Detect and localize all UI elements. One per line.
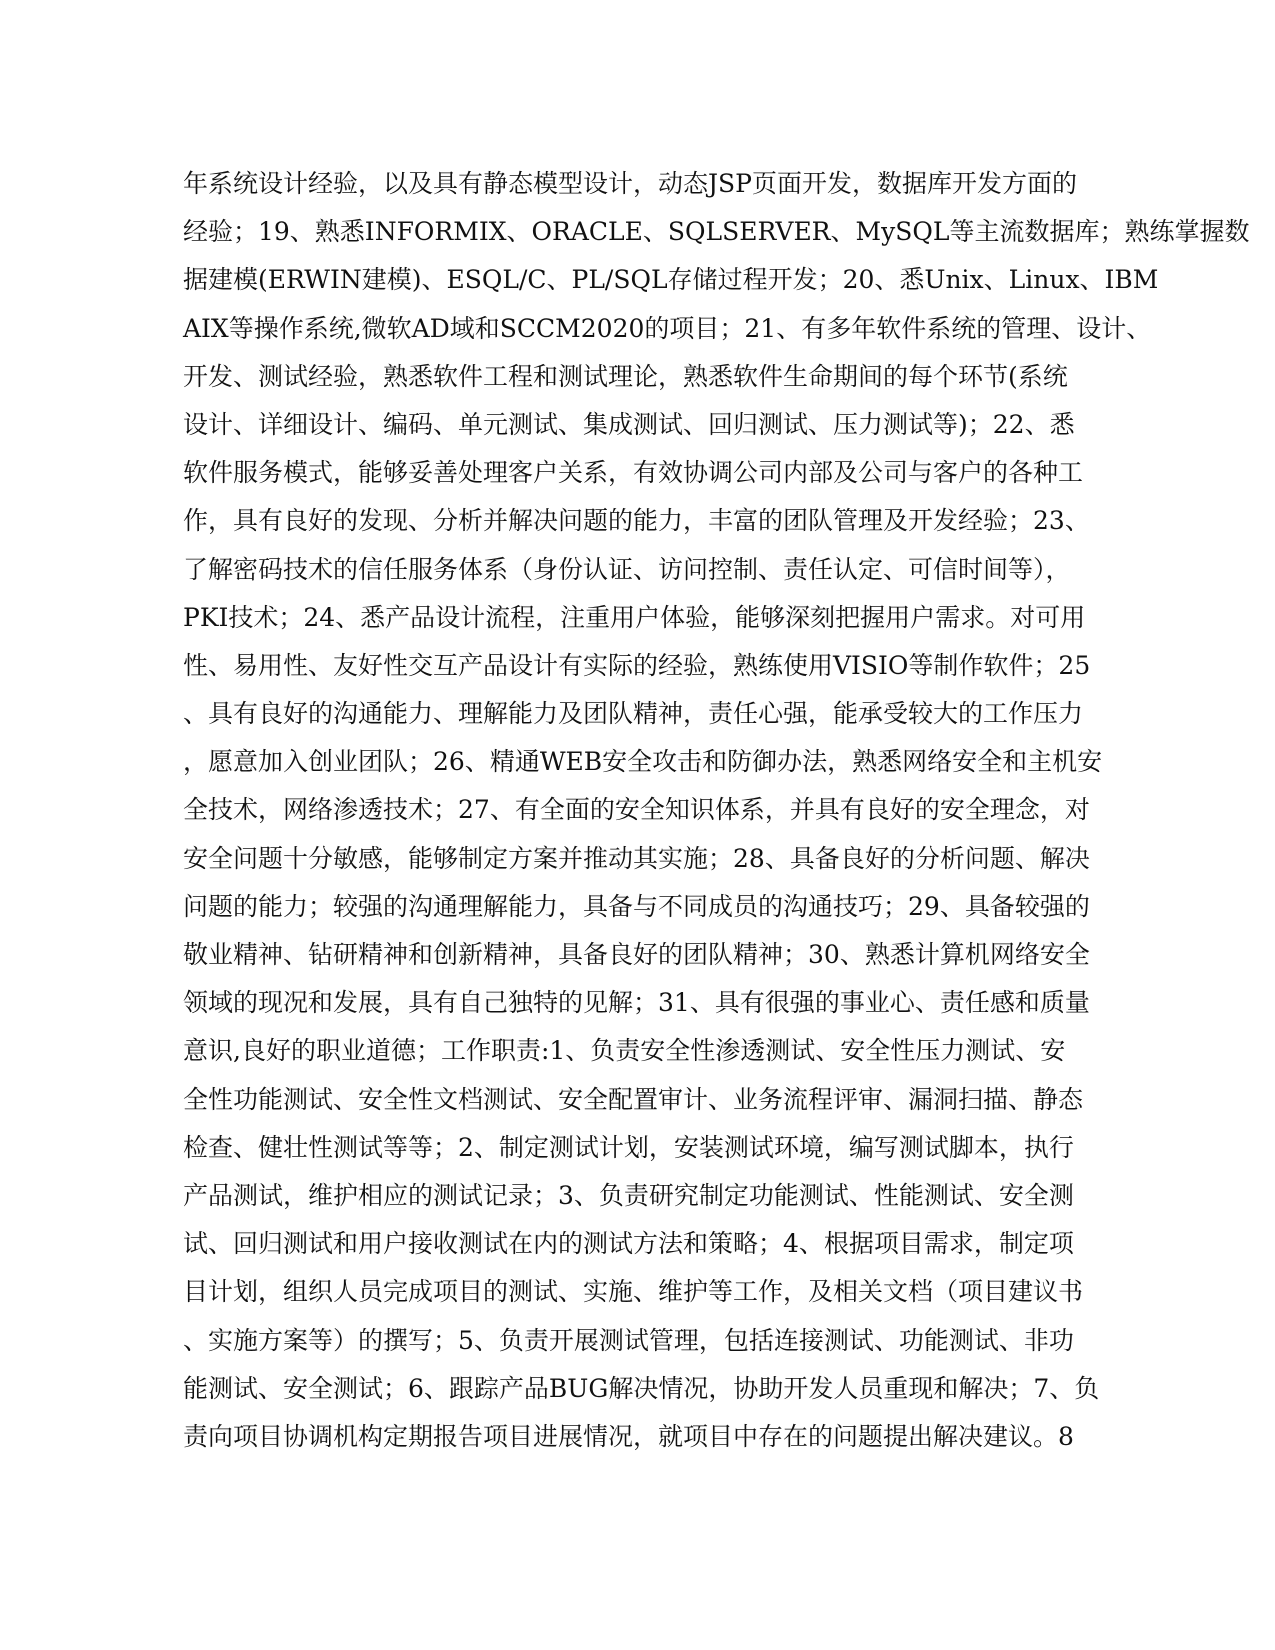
text-line: 试、回归测试和用户接收测试在内的测试方法和策略；4、根据项目需求，制定项 <box>183 1229 1074 1259</box>
text-line: AIX等操作系统,微软AD域和SCCM2020的项目；21、有多年软件系统的管理、设计、 <box>183 313 1152 343</box>
text-line: 开发、测试经验，熟悉软件工程和测试理论，熟悉软件生命期间的每个环节(系统 <box>183 361 1068 391</box>
text-line: 目计划，组织人员完成项目的测试、实施、维护等工作，及相关文档（项目建议书 <box>183 1277 1084 1307</box>
text-line: 全性功能测试、安全性文档测试、安全配置审计、业务流程评审、漏洞扫描、静态 <box>183 1084 1084 1114</box>
text-line: ，愿意加入创业团队；26、精通WEB安全攻击和防御办法，熟悉网络安全和主机安 <box>183 747 1103 777</box>
text-line: 经验；19、熟悉INFORMIX、ORACLE、SQLSERVER、MySQL等主流数据库；熟练掌握数 <box>183 217 1250 247</box>
text-line: 领域的现况和发展，具有自己独特的见解；31、具有很强的事业心、责任感和质量 <box>183 988 1090 1018</box>
text-line: 年系统设计经验，以及具有静态模型设计，动态JSP页面开发，数据库开发方面的 <box>183 169 1077 198</box>
text-line: 了解密码技术的信任服务体系（身份认证、访问控制、责任认定、可信时间等）， <box>183 554 1071 584</box>
text-line: 责向项目协调机构定期报告项目进展情况，就项目中存在的问题提出解决建议。8 <box>183 1421 1074 1451</box>
text-line: 据建模(ERWIN建模)、ESQL/C、PL/SQL存储过程开发；20、悉Unix、Linux、IBM <box>183 265 1159 295</box>
text-line: PKI技术；24、悉产品设计流程，注重用户体验，能够深刻把握用户需求。对可用 <box>183 602 1086 632</box>
text-line: 能测试、安全测试；6、跟踪产品BUG解决情况，协助开发人员重现和解决；7、负 <box>183 1373 1100 1403</box>
text-line: 意识,良好的职业道德；工作职责:1、负责安全性渗透测试、安全性压力测试、安 <box>183 1036 1066 1066</box>
text-line: 全技术，网络渗透技术；27、有全面的安全知识体系，并具有良好的安全理念，对 <box>183 795 1090 825</box>
text-line: 设计、详细设计、编码、单元测试、集成测试、回归测试、压力测试等)；22、悉 <box>183 409 1075 439</box>
body-text <box>183 160 1250 1461</box>
text-line: 、实施方案等）的撰写；5、负责开展测试管理，包括连接测试、功能测试、非功 <box>183 1325 1074 1355</box>
text-line: 问题的能力；较强的沟通理解能力，具备与不同成员的沟通技巧；29、具备较强的 <box>183 891 1090 921</box>
text-line: 产品测试，维护相应的测试记录；3、负责研究制定功能测试、性能测试、安全测 <box>183 1180 1074 1210</box>
text-line: 、具有良好的沟通能力、理解能力及团队精神，责任心强，能承受较大的工作压力 <box>183 699 1084 729</box>
text-line: 敬业精神、钻研精神和创新精神，具备良好的团队精神；30、熟悉计算机网络安全 <box>183 940 1090 969</box>
text-line: 作，具有良好的发现、分析并解决问题的能力，丰富的团队管理及开发经验；23、 <box>183 506 1090 536</box>
text-line: 软件服务模式，能够妥善处理客户关系，有效协调公司内部及公司与客户的各种工 <box>183 458 1084 488</box>
text-line: 检查、健壮性测试等等；2、制定测试计划，安装测试环境，编写测试脚本，执行 <box>183 1132 1074 1162</box>
text-line: 安全问题十分敏感，能够制定方案并推动其实施；28、具备良好的分析问题、解决 <box>183 843 1090 873</box>
text-line: 性、易用性、友好性交互产品设计有实际的经验，熟练使用VISIO等制作软件；25 <box>183 650 1091 680</box>
